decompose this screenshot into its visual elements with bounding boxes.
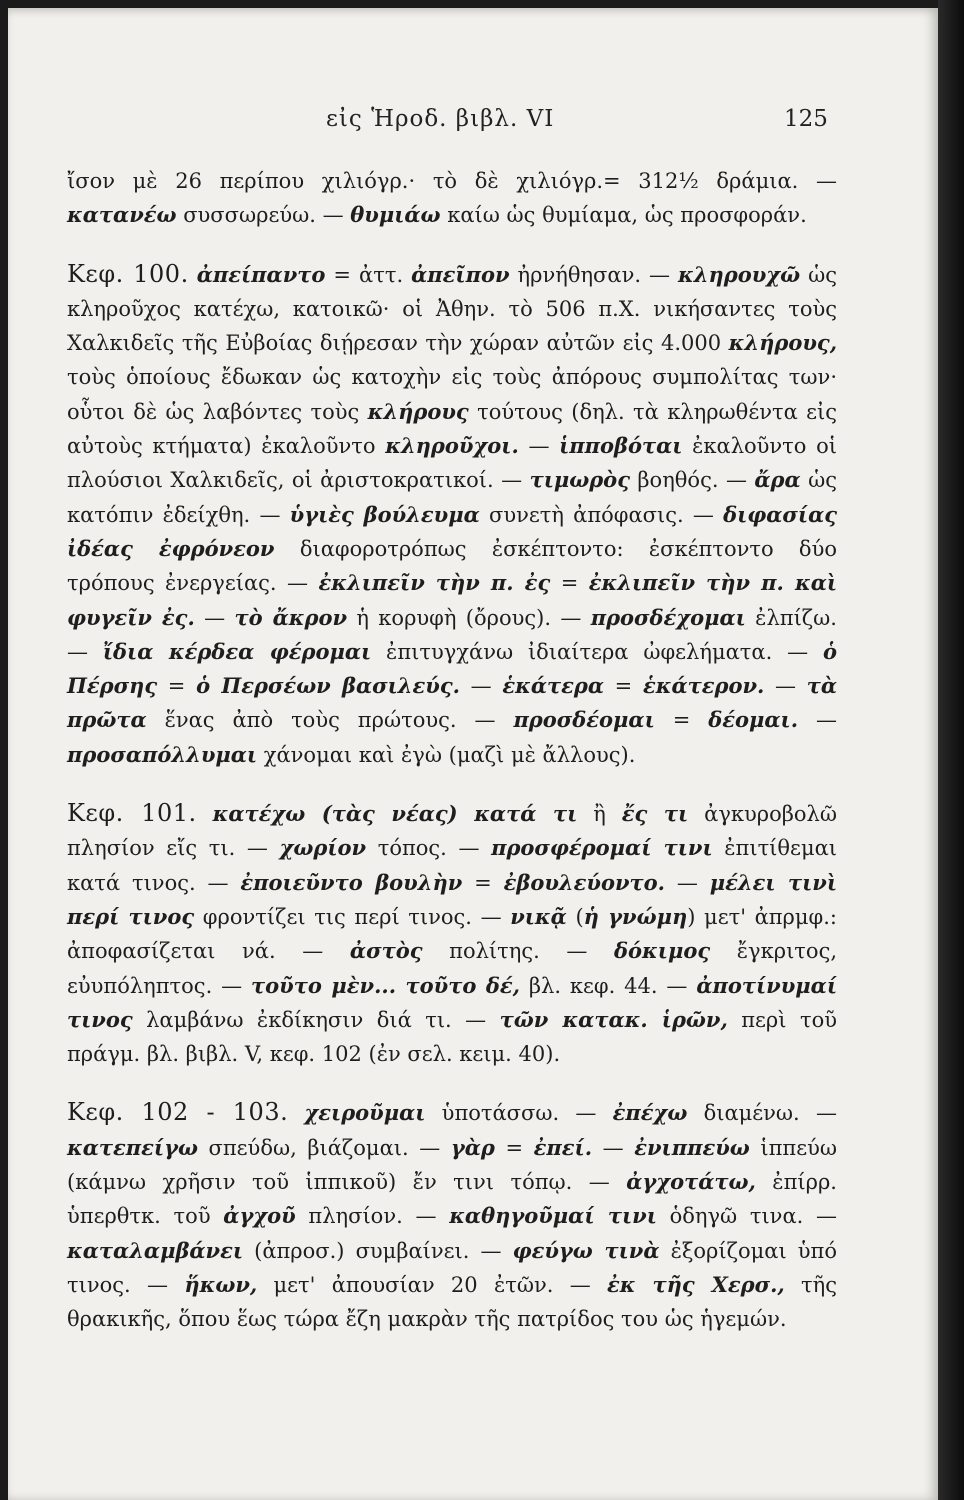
lemma: ἱπποβόται (559, 433, 683, 459)
scan-edge (938, 0, 964, 1500)
gloss-text: — (518, 434, 560, 459)
gloss-text: — (592, 1135, 635, 1160)
gloss-text: ἐλπίζω. — (67, 605, 837, 664)
gloss-text: — (764, 674, 807, 699)
gloss-text: = (604, 674, 643, 699)
gloss-text: ἴσον μὲ 26 περίπου χιλιόγρ.· τὸ δὲ χιλιόγρ.= 312½ δράμια. — (67, 169, 837, 193)
lemma: ἐποιεῦντο βουλὴν (240, 869, 463, 895)
section-heading: Κεφ. 101. (67, 799, 197, 828)
lemma: κληροῦχοι. (385, 433, 519, 459)
lemma: ἔς τι (621, 801, 689, 827)
lemma: ἐκλιπεῖν τὴν π. καὶ φυγεῖν ἐς. (67, 570, 838, 630)
lemma: ὁ Πέρσης (67, 638, 837, 699)
gloss-text: σπεύδω, βιάζομαι. — (197, 1135, 451, 1160)
gloss-text: — (798, 708, 837, 733)
gloss-text: συνετὴ ἀπόφασις. — (479, 502, 724, 527)
gloss-text: φροντίζει τις περί τινος. — (194, 904, 511, 929)
lemma: ἴδια κέρδεα φέρομαι (102, 638, 372, 664)
section-heading: Κεφ. 102 - 103. (67, 1098, 289, 1127)
gloss-text: διαφοροτρόπως ἐσκέπτοντο: ἐσκέπτοντο δύο τρόπους ἐνεργείας. — (67, 536, 837, 596)
gloss-text: ἐπιτυγχάνω ἰδιαίτερα ὠφελήματα. — (371, 639, 823, 664)
lemma: προσδέχομαι (590, 604, 746, 630)
gloss-text: συσσωρεύω. — (176, 203, 351, 228)
gloss-text: — (459, 674, 503, 699)
page-number: 125 (784, 106, 828, 132)
lemma: ἄρα (754, 467, 801, 493)
lemma: ἑκάτερον. (642, 673, 765, 699)
lemma: τιμωρὸς (529, 467, 630, 493)
lemma: προσαπόλλυμαι (67, 741, 258, 767)
gloss-text: ἐπίρρ. ὑπερθτκ. τοῦ (67, 1170, 837, 1229)
lemma: μέλει τινὶ περί τινος (67, 869, 838, 929)
lemma: θυμιάω (350, 202, 441, 228)
lemma: τὰ πρῶτα (67, 673, 838, 733)
gloss-text: λαμβάνω ἐκδίκησιν διά τι. — (132, 1007, 500, 1032)
gloss-text: τοὺς ὁποίους ἔδωκαν ὡς κατοχὴν εἰς τοὺς ἀπόρους συμπολίτας των· οὗτοι δὲ ὡς λαβόντες τοὺς (67, 365, 837, 424)
gloss-text: = (157, 674, 197, 699)
lemma: κλήρους (367, 398, 469, 424)
lemma: ἀστὸς (349, 938, 423, 964)
gloss-text: βλ. κεφ. 44. — (519, 973, 697, 998)
gloss-text: = ἀττ. (325, 262, 412, 287)
lemma: δέομαι. (708, 707, 799, 733)
section-continuation (67, 164, 837, 233)
gloss-text: ἐξορίζομαι ὑπό τινος. — (67, 1238, 837, 1297)
lemma: δόκιμος (614, 938, 711, 964)
gloss-text: ἔγκριτος, εὐυπόληπτος. — (67, 939, 837, 998)
lemma: καθηγοῦμαί τινι (449, 1203, 657, 1229)
section-ch-101 (67, 796, 837, 1071)
gloss-text: τῆς θρακικῆς, ὅπου ἕως τώρα ἔζη μακρὰν τῆς πατρίδος του ὡς ἡγεμών. (67, 1272, 837, 1332)
lemma: διφασίας ἰδέας ἐφρόνεον (67, 501, 838, 561)
running-head: εἰς Ἡροδ. βιβλ. VI (326, 106, 555, 132)
lemma: ἡ γνώμη (583, 903, 688, 929)
gloss-text: πολίτης. — (422, 939, 615, 964)
lemma: φεύγω τινὰ (512, 1237, 660, 1263)
gloss-text: καίω ὡς θυμίαμα, ὡς προσφοράν. (440, 203, 807, 228)
gloss-text: ἀγκυροβολῶ πλησίον εἴς τι. — (67, 802, 837, 861)
lemma: ἀγχοῦ (223, 1203, 296, 1229)
book-page (8, 8, 938, 1500)
gloss-text: ὁδηγῶ τινα. — (656, 1204, 838, 1229)
lemma: κατανέω (67, 202, 177, 228)
lemma: προσδέομαι (513, 707, 655, 733)
gloss-text: ἱππεύω (κάμνω χρῆσιν τοῦ ἱππικοῦ) ἔν τινι τόπῳ. — (67, 1135, 837, 1195)
section-heading: Κεφ. 100. (67, 259, 189, 288)
gloss-text: ἡ κορυφὴ (ὄρους). — (347, 605, 591, 630)
section-ch-102-103 (67, 1095, 837, 1336)
gloss-text: ὡς κληροῦχος κατέχω, κατοικῶ· οἱ Ἀθην. τὸ 506 π.Χ. νικήσαντες τοὺς Χαλκιδεῖς τῆς Εὐβοίας διῄρεσαν τὴν χώραν αὐτῶν εἰς 4.000 (67, 262, 837, 356)
lemma: χωρίον (279, 835, 367, 861)
gloss-text: χάνομαι καὶ ἐγὼ (μαζὶ μὲ ἄλλους). (257, 742, 636, 767)
lemma: κατεπείγω (67, 1134, 198, 1160)
lemma: ἀπεῖπον (411, 261, 510, 287)
gloss-text: ἐκαλοῦντο οἱ πλούσιοι Χαλκιδεῖς, οἱ ἀριστοκρατικοί. — (67, 434, 837, 493)
gloss-text: ἢ (577, 802, 622, 827)
gloss-text: ἠρνήθησαν. — (509, 262, 679, 287)
section-ch-100 (67, 257, 837, 772)
lemma: τοῦτο μὲν... τοῦτο δέ, (251, 972, 520, 998)
lemma: ἐβουλεύοντο. (503, 869, 665, 895)
lemma: ἥκων, (184, 1271, 258, 1297)
gloss-text: ὡς κατόπιν ἐδείχθη. — (67, 468, 838, 527)
lemma: γὰρ (450, 1134, 495, 1160)
gloss-text: βοηθός. — (629, 468, 755, 493)
lemma: ἀγχοτάτω, (626, 1169, 756, 1195)
lemma: ἐνιππεύω (634, 1134, 750, 1160)
gloss-text: = (494, 1135, 534, 1160)
commentary-body (67, 164, 837, 1337)
lemma: ἀπείπαντο (196, 261, 326, 287)
gloss-text: (ἀπροσ.) συμβαίνει. — (243, 1238, 513, 1263)
gloss-text: = (462, 870, 504, 895)
gloss-text: ἐπιτίθεμαι κατά τινος. — (67, 836, 838, 895)
gloss-text: — (665, 870, 710, 895)
lemma: χειροῦμαι (304, 1100, 426, 1126)
lemma: κληρουχῶ (678, 261, 801, 287)
lemma: ἐκλιπεῖν τὴν π. ἐς (318, 570, 551, 596)
gloss-text: διαμένω. — (687, 1101, 837, 1126)
lemma: κατέχω (τὰς νέας) κατά τι (212, 801, 578, 827)
gloss-text: πλησίον. — (295, 1204, 450, 1229)
lemma: ὁ Περσέων βασιλεύς. (196, 673, 460, 699)
lemma: ὑγιὲς βούλευμα (289, 501, 480, 527)
gloss-text: ὑποτάσσω. — (425, 1101, 613, 1126)
lemma: ἐπεί. (533, 1134, 593, 1160)
lemma: τῶν κατακ. ἱρῶν, (499, 1006, 728, 1032)
lemma: τὸ ἄκρον (234, 604, 348, 630)
gloss-text: τούτους (δηλ. τὰ κληρωθέντα εἰς αὐτοὺς κτήματα) ἐκαλοῦντο (67, 399, 838, 459)
lemma: ἐκ τῆς Χερσ., (607, 1271, 785, 1297)
lemma: προσφέρομαί τινι (491, 835, 713, 861)
lemma: ἐπέχω (612, 1100, 688, 1126)
gloss-text: ἕνας ἀπὸ τοὺς πρώτους. — (146, 708, 514, 733)
lemma: ἑκάτερα (502, 673, 605, 699)
gloss-text: = (654, 708, 709, 733)
gloss-text: ( (566, 904, 584, 929)
page-header (8, 106, 938, 140)
lemma: νικᾷ (510, 903, 567, 929)
gloss-text: — (194, 605, 235, 630)
lemma: ἀποτίνυμαί τινος (67, 972, 837, 1032)
lemma: καταλαμβάνει (67, 1237, 244, 1263)
gloss-text: περὶ τοῦ πράγμ. βλ. βιβλ. V, κεφ. 102 (ἐν σελ. κειμ. 40). (67, 1007, 837, 1067)
gloss-text: = (550, 571, 589, 596)
gloss-text: μετ' ἀπουσίαν 20 ἐτῶν. — (257, 1272, 608, 1297)
gloss-text: τόπος. — (366, 836, 492, 861)
lemma: κλήρους, (728, 330, 837, 356)
gloss-text: ) μετ' ἀπρμφ.: ἀποφασίζεται νά. — (67, 904, 838, 964)
